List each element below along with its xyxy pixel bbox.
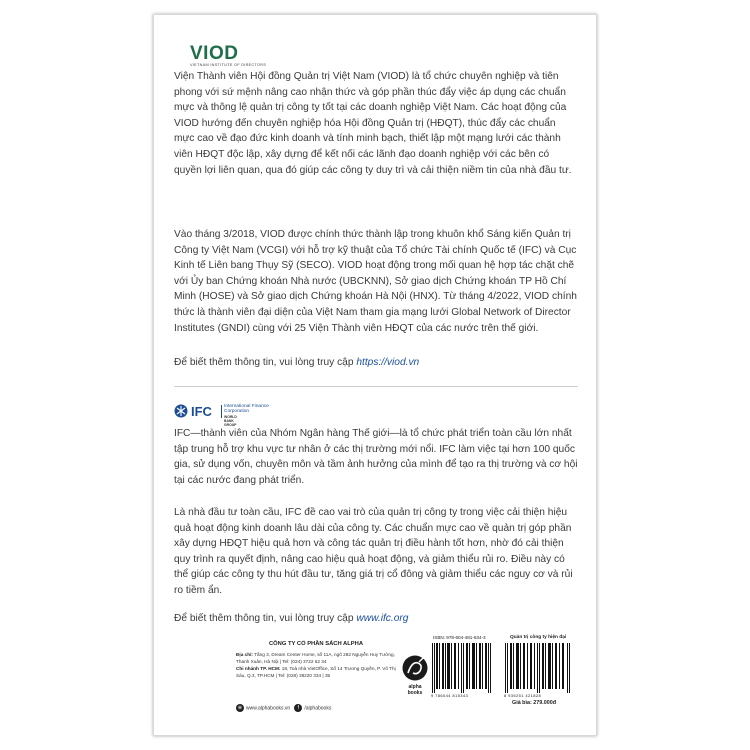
publisher-address-block xyxy=(236,651,396,679)
price-barcode xyxy=(504,643,572,693)
world-bank-globe-icon xyxy=(174,404,188,418)
viod-logo-word: VIOD xyxy=(190,43,239,64)
ifc-paragraph-1: IFC—thành viên của Nhóm Ngân hàng Thế giới—là tổ chức phát triển toàn cầu lớn nhất tập trung hỗ trợ khu vực tư nhân ở các thị trường mới nổi. IFC làm việc tại hơn 100 quốc gia, sử dụng vốn, chuyên môn và tầm ảnh hưởng của mình để tạo ra thị trường và cơ hội tại các nước đang phát triển. xyxy=(174,428,578,486)
facebook-icon: f xyxy=(294,704,302,712)
isbn-number: 9 786044 815343 xyxy=(431,693,469,698)
isbn-label: ISBN: 978-604-481-534-3 xyxy=(433,635,486,640)
viod-paragraph-1: Viện Thành viên Hội đồng Quản trị Việt Nam (VIOD) là tổ chức chuyên nghiệp và tiên phong với sứ mệnh nâng cao nhận thức và góp phần thúc đẩy việc áp dụng các chuẩn mực và thông lệ quản trị công ty tốt tại các doanh nghiệp Việt Nam. Các hoạt động của VIOD hướng đến chuyên nghiệp hóa Hội đồng Quản trị (HĐQT), thúc đẩy các chuẩn mực cao về đạo đức kinh doanh và tính minh bạch, thiết lập một mạng lưới các thành viên HĐQT độc lập, xây dựng để kết nối các lãnh đạo doanh nghiệp với các bên có quyền lợi liên quan, qua đó giúp các công ty duy trì và cải thiện niềm tin của nhà đầu tư. xyxy=(174,71,572,176)
ifc-logo-subtitle: International Finance Corporation xyxy=(224,404,269,414)
ifc-paragraph-2: Là nhà đầu tư toàn cầu, IFC đề cao vai trò của quản trị công ty trong việc cải thiện hiệu quả hoạt động kinh doanh lâu dài của công ty. Các chuẩn mực cao về quản trị góp phần xây dựng HĐQT hiệu quả hơn và công tác quản trị điều hành tốt hơn, nhờ đó cải thiện quy trình ra quyết định, nâng cao hiệu quả hoạt động, và giảm thiểu rủi ro. Điều này có thể giúp các công ty thu hút đầu tư, tăng giá trị cổ đông và giảm thiểu các nguy cơ và rủi ro tiềm ẩn. xyxy=(174,507,573,596)
ifc-more-info xyxy=(174,611,578,627)
imprint-label xyxy=(403,685,427,696)
viod-logo xyxy=(190,43,266,67)
ifc-logo-group: WORLD BANK GROUP xyxy=(224,415,237,427)
publisher-name: CÔNG TY CỔ PHẦN SÁCH ALPHA xyxy=(268,641,364,647)
publisher-social xyxy=(236,704,331,712)
alpha-books-logo-icon xyxy=(402,653,428,683)
imprint-line-2: books xyxy=(407,689,423,696)
ifc-link[interactable]: www.ifc.org xyxy=(356,613,409,624)
viod-more-info-text: Để biết thêm thông tin, vui lòng truy cập xyxy=(174,357,357,368)
ifc-logo-divider xyxy=(221,405,222,418)
book-category: Quản trị công ty hiện đại xyxy=(510,635,567,640)
viod-link[interactable]: https://viod.vn xyxy=(356,357,420,368)
viod-logo-tagline: VIETNAM INSTITUTE OF DIRECTORS xyxy=(190,63,267,67)
viod-more-info xyxy=(174,355,578,371)
imprint-line-1: alpha xyxy=(408,684,422,690)
cover-price: Giá bìa: 279.000đ xyxy=(512,700,557,706)
branch-text: 18, Toà nhà VietOffice, Số 14 Trương Quyền, P. Võ Thị Sáu, Q.3, TP.HCM | Tel: (028) 38220 334 | 35 xyxy=(236,666,396,678)
address-label: Địa chỉ: xyxy=(236,652,253,657)
isbn-barcode xyxy=(431,643,493,693)
publisher-footer xyxy=(174,635,578,729)
viod-paragraph-2: Vào tháng 3/2018, VIOD được chính thức thành lập trong khuôn khổ Sáng kiến Quản trị Công ty Việt Nam (VCGI) với hỗ trợ kỹ thuật của Tổ chức Tài chính Quốc tế (IFC) và Cục Kinh tế Liên bang Thụy Sỹ (SECO). VIOD hoạt động trong mối quan hệ hợp tác chặt chẽ với Ủy ban Chứng khoán Nhà nước (UBCKNN), Sở giao dịch Chứng khoán TP Hồ Chí Minh (HOSE) và Sở giao dịch Chứng khoán Hà Nội (HNX). Từ tháng 4/2022, VIOD chính thức là thành viên đại diện của Việt Nam tham gia mạng lưới Global Network of Director Institutes (GNDI) cùng với 25 Viện Thành viên HĐQT của các nước trên thế giới. xyxy=(174,229,577,334)
book-back-cover xyxy=(153,14,597,736)
facebook-link[interactable]: /alphabooks xyxy=(304,705,332,712)
website-link[interactable]: www.alphabooks.vn xyxy=(246,705,291,712)
address-text: Tầng 3, Dream Center Home, số 11A, ngõ 282 Nguyễn Huy Tưởng, Thanh Xuân, Hà Nội | Tel: (024) 3722 62 34 xyxy=(236,652,395,664)
ifc-more-info-text: Để biết thêm thông tin, vui lòng truy cập xyxy=(174,613,357,624)
globe-icon: ⊕ xyxy=(237,705,243,711)
ifc-logo-word: IFC xyxy=(191,404,212,419)
price-barcode-number: 8 935251 421828 xyxy=(504,693,542,698)
section-divider xyxy=(174,386,578,387)
branch-label: Chi nhánh TP. HCM: xyxy=(236,666,281,671)
